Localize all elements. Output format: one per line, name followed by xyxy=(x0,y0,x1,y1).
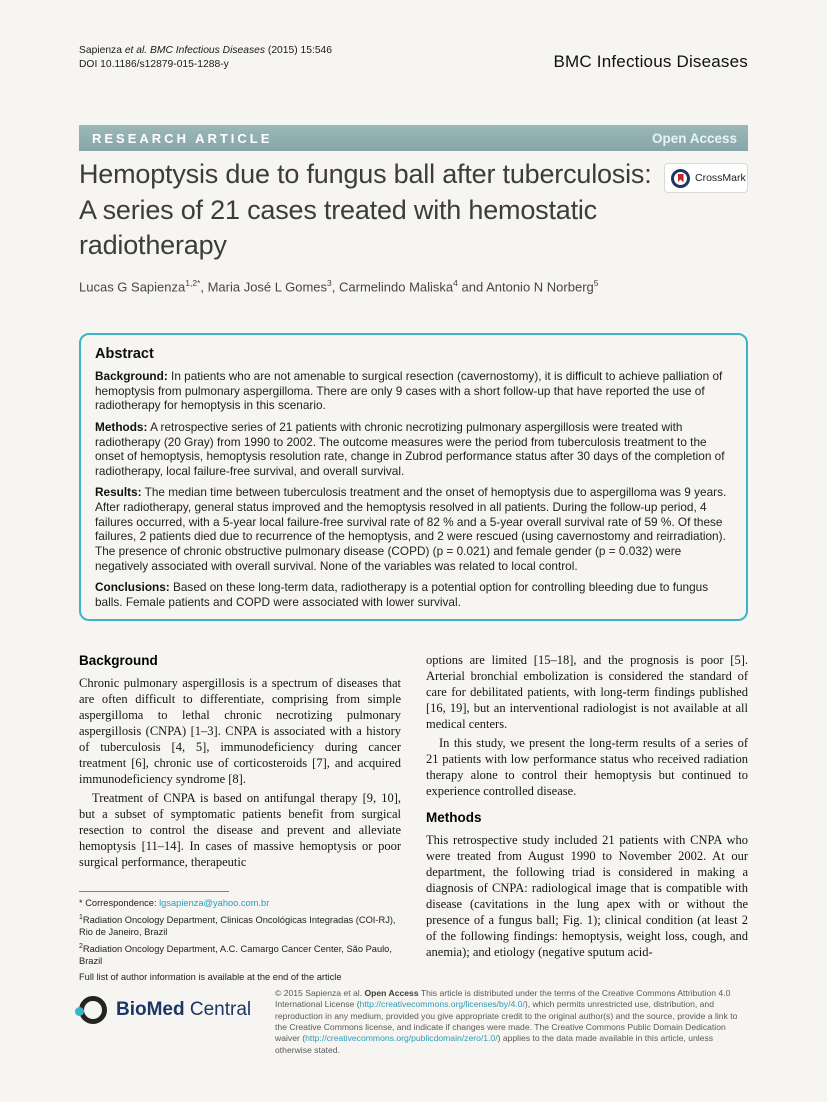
author-affiliation-sup: 4 xyxy=(453,277,458,288)
biomed-central-logo[interactable] xyxy=(79,996,252,1024)
affiliation-1 xyxy=(79,913,401,939)
right-column xyxy=(426,652,748,986)
affiliation-1-sup: 1 xyxy=(79,913,83,921)
article-type-banner xyxy=(79,125,748,151)
body-paragraph: Treatment of CNPA is based on antifungal therapy [9, 10], but a subset of symptomatic patients benefit from surgical resection to control the disease and prevent and alleviate hemoptysis [11–14]. In cases of massive hemoptysis or poor surgical performance, therapeutic xyxy=(79,791,401,870)
body-paragraph: This retrospective study included 21 patients with CNPA who were treated from August 1990 to November 2002. At our department, the following triad is considered in making a diagnosis of CNPA: radiological image that is compatible with disease (cavitations in the lung apex with or without the presence of a fungus ball; Fig. 1); clinical condition (at least 2 of the following findings: hemoptysis, weight loss, cough, and anemia); and etiology (negative sputum acid- xyxy=(426,833,748,960)
author-affiliation-sup: 3 xyxy=(327,277,332,288)
abstract-conclusions xyxy=(95,580,732,609)
author-name: and Antonio N Norberg xyxy=(457,279,594,295)
abstract-box xyxy=(79,333,748,621)
body-paragraph: In this study, we present the long-term results of a series of 21 patients with low performance status who received radiation therapy alone to control their hemoptysis but continued to experience controlled disease. xyxy=(426,736,748,798)
crossmark-icon xyxy=(671,169,690,188)
body-paragraph: Chronic pulmonary aspergillosis is a spectrum of diseases that are often difficult to differentiate, comprising from simple aspergilloma to lethal chronic necrotizing pulmonary aspergillosis (CNPA) [1–3]. CNPA is associated with a history of tuberculosis [4, 5], immunodeficiency during cancer treatment [6], chronic use of corticosteroids [7], and acquired immunodeficiency syndrome [8]. xyxy=(79,676,401,787)
biomed-central-mark-icon xyxy=(79,996,107,1024)
license-copyright: © 2015 Sapienza et al. xyxy=(275,988,365,998)
left-column xyxy=(79,652,401,986)
author-affiliation-sup: 5 xyxy=(593,277,599,288)
abstract-background xyxy=(95,369,732,413)
abstract-conclusions-text: Based on these long-term data, radiotherapy is a potential option for controlling bleeding due to fungus balls. Female patients and COPD were associated with lower survival. xyxy=(95,580,709,609)
abstract-results-text: The median time between tuberculosis treatment and the onset of hemoptysis due to aspergilloma was 9 years. After radiotherapy, general status improved and the hemoptysis resolved in all patients. During the follow-up period, 4 failures occurred, with a 5-year local failure-free survival rate of 82 % and a 5-year overall survival rate of 59 %. Of these failures, 2 patients died due to recurrence of the hemoptysis, and 2 were rescued (using cavernostomy and reirradiation). The presence of chronic obstructive pulmonary disease (COPD) (p = 0.021) and female gender (p = 0.032) were negatively associated with overall survival. None of the variables was related to local control. xyxy=(95,485,727,573)
article-body xyxy=(79,652,748,986)
crossmark-label: CrossMark xyxy=(695,172,746,184)
page-footer xyxy=(79,988,748,1056)
author-name: , Carmelindo Maliska xyxy=(331,279,454,295)
license-link-zero[interactable]: http://creativecommons.org/publicdomain/zero/1.0/ xyxy=(305,1033,498,1044)
abstract-background-text: In patients who are not amenable to surgical resection (cavernostomy), it is difficult to achieve palliation of hemoptysis from pulmonary aspergilloma. There are only 9 cases with a short follow-up that have reported the use of radiotherapy for hemoptysis in this scenario. xyxy=(95,369,723,413)
author-name: , Maria José L Gomes xyxy=(200,279,328,295)
abstract-methods-text: A retrospective series of 21 patients with chronic necrotizing pulmonary aspergillosis were treated with radiotherapy (20 Gray) from 1990 to 2002. The outcome measures were the period from tuberculosis treatment to the onset of hemoptysis, hemoptysis resolution rate, change in Zubrod performance status after 30 days of the completion of radiotherapy, local failure-free survival, and overall survival. xyxy=(95,419,725,478)
correspondence-line xyxy=(79,897,401,909)
full-author-list-note: Full list of author information is available at the end of the article xyxy=(79,971,342,982)
abstract-conclusions-label: Conclusions: xyxy=(95,580,170,595)
abstract-results xyxy=(95,485,732,573)
license-link-by[interactable]: http://creativecommons.org/licenses/by/4.0/ xyxy=(359,999,525,1010)
abstract-heading: Abstract xyxy=(95,346,154,362)
license-body-2: ), which permits unrestricted use, distribution, and reproduction in any medium, provided you give appropriate credit to the original author(s) and the source, provide a link to the Creative Commons license, and indicate if changes were made. The Creative Commons Public Domain Dedication waiver ( xyxy=(275,999,738,1044)
author-affiliation-sup: 1,2* xyxy=(185,277,201,288)
license-body-1: This article is distributed under the terms of the Creative Commons Attribution 4.0 International License ( xyxy=(275,988,731,1010)
authors-line xyxy=(79,278,748,294)
correspondence-email-link[interactable]: lgsapienza@yahoo.com.br xyxy=(159,898,270,909)
citation-block xyxy=(79,44,332,72)
article-title: Hemoptysis due to fungus ball after tuberculosis: A series of 21 cases treated with hemostatic radiotherapy xyxy=(79,159,652,261)
article-type-label: RESEARCH ARTICLE xyxy=(92,130,273,146)
citation-pre: Sapienza xyxy=(79,45,125,56)
abstract-methods xyxy=(95,420,732,479)
logo-biomed: BioMed xyxy=(116,999,185,1020)
author-name: Lucas G Sapienza xyxy=(79,279,186,295)
crossmark-badge[interactable] xyxy=(664,163,748,193)
journal-name: BMC Infectious Diseases xyxy=(553,51,748,71)
correspondence-label: * Correspondence: xyxy=(79,898,160,909)
abstract-methods-label: Methods: xyxy=(95,419,148,434)
citation-journal-italic: et al. BMC Infectious Diseases xyxy=(124,45,266,56)
background-heading: Background xyxy=(79,653,158,668)
affiliation-2 xyxy=(79,942,401,968)
methods-heading: Methods xyxy=(426,810,482,825)
affiliation-2-sup: 2 xyxy=(79,942,83,950)
abstract-background-label: Background: xyxy=(95,369,168,383)
citation-line xyxy=(79,44,332,58)
footnotes-block xyxy=(79,891,401,986)
affiliation-2-text: Radiation Oncology Department, A.C. Camargo Cancer Center, São Paulo, Brazil xyxy=(79,943,392,967)
biomed-central-wordmark xyxy=(116,999,251,1021)
footnote-rule xyxy=(79,891,229,892)
affiliation-1-text: Radiation Oncology Department, Clinicas Oncológicas Integradas (COI-RJ), Rio de Janeiro, Brazil xyxy=(79,914,396,938)
crossmark-bookmark-icon xyxy=(678,174,684,183)
title-block xyxy=(79,157,748,294)
citation-post: (2015) 15:546 xyxy=(265,45,333,56)
license-body-3: ) applies to the data made available in this article, unless otherwise stated. xyxy=(275,1033,714,1055)
open-access-label: Open Access xyxy=(651,130,737,146)
license-text xyxy=(275,988,748,1056)
logo-central: Central xyxy=(184,999,252,1020)
body-paragraph: options are limited [15–18], and the prognosis is poor [5]. Arterial bronchial embolization is considered the standard of care for debilitated patients, with long-term findings published [16, 19], but an interventional radiologist is not available at all medical centers. xyxy=(426,653,748,731)
doi: DOI 10.1186/s12879-015-1288-y xyxy=(79,58,229,70)
abstract-results-label: Results: xyxy=(95,485,142,500)
license-open-access: Open Access xyxy=(364,988,419,998)
journal-header xyxy=(79,44,748,72)
